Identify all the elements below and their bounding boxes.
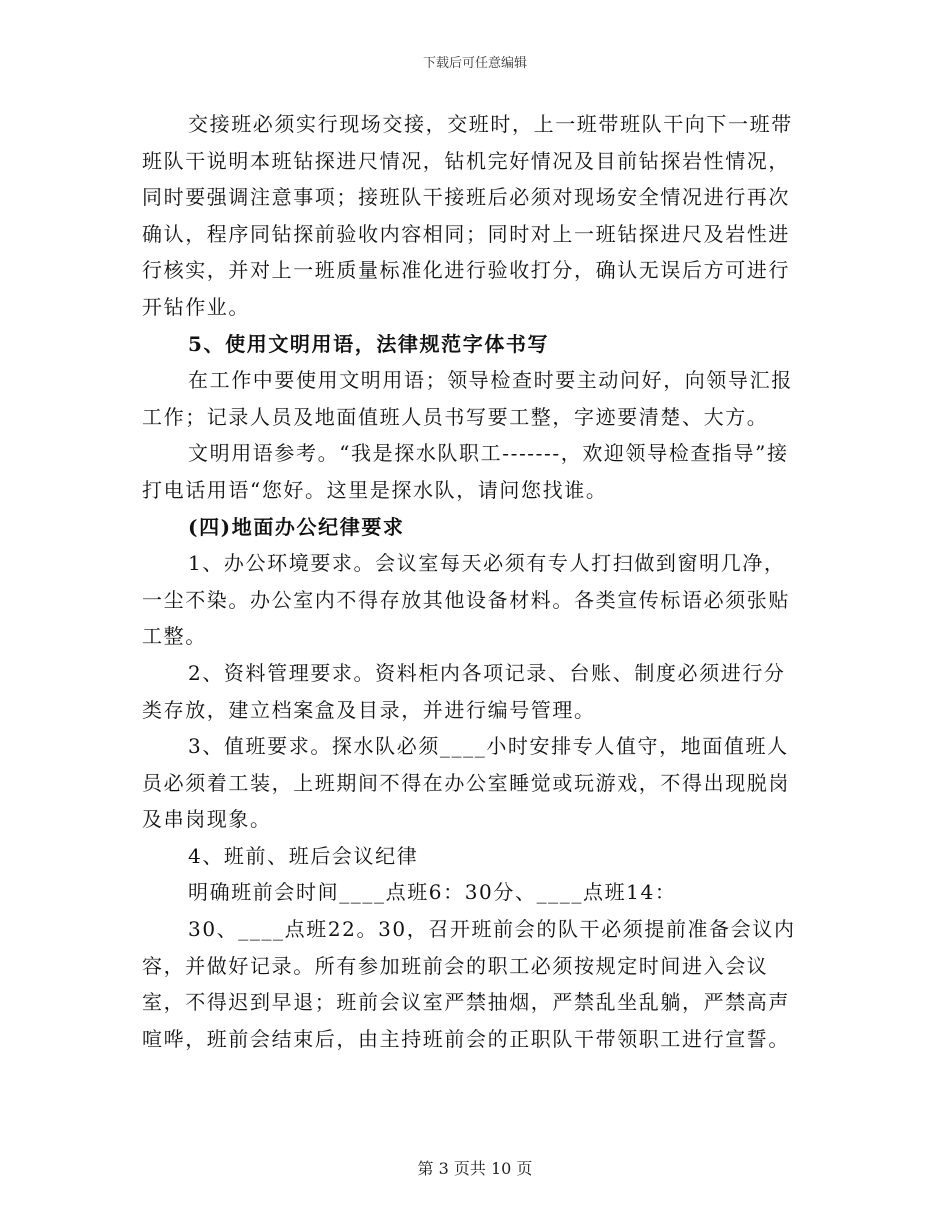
document-body — [142, 106, 807, 1057]
page-footer: 第 3 页共 10 页 — [417, 1159, 533, 1178]
paragraph-meeting-rules: 30、____点班22。30，召开班前会的队干必须提前准备会议内容，并做好记录。所有参加班前会的职工必须按规定时间进入会议室，不得迟到早退；班前会议室严禁抽烟，严禁乱坐乱躺，严禁高声喧哗，班前会结束后，由主持班前会的正职队干带领职工进行宣誓。 — [142, 917, 796, 1051]
paragraph-meeting-time: 明确班前会时间____点班6：30分、____点班14： — [188, 880, 677, 905]
paragraph-language-reference: 文明用语参考。“我是探水队职工-------，欢迎领导检查指导”接打电话用语“您好。这里是探水队，请问您找谁。 — [142, 441, 789, 502]
heading-meeting-discipline: 4、班前、班后会议纪律 — [188, 843, 419, 868]
paragraph-handover: 交接班必须实行现场交接，交班时，上一班带班队干向下一班带班队干说明本班钻探进尺情况，钻机完好情况及目前钻探岩性情况，同时要强调注意事项；接班队干接班后必须对现场安全情况进行再次确认，程序同钻探前验收内容相同；同时对上一班钻探进尺及岩性进行核实，并对上一班质量标准化进行验收打分，确认无误后方可进行开钻作业。 — [142, 112, 793, 319]
paragraph-civilized-language: 在工作中要使用文明用语；领导检查时要主动问好，向领导汇报工作；记录人员及地面值班人员书写要工整，字迹要清楚、大方。 — [142, 368, 793, 429]
heading-civilized-language: 5、使用文明用语，法律规范字体书写 — [188, 331, 550, 356]
paragraph-duty-requirements: 3、值班要求。探水队必须____小时安排专人值守，地面值班人员必须着工装，上班期间不得在办公室睡觉或玩游戏，不得出现脱岗及串岗现象。 — [142, 734, 790, 832]
paragraph-office-environment: 1、办公环境要求。会议室每天必须有专人打扫做到窗明几净，一尘不染。办公室内不得存放其他设备材料。各类宣传标语必须张贴工整。 — [142, 551, 790, 649]
section-heading-office-discipline: (四)地面办公纪律要求 — [188, 514, 405, 539]
page-header: 下载后可任意编辑 — [422, 56, 527, 71]
paragraph-document-management: 2、资料管理要求。资料柜内各项记录、台账、制度必须进行分类存放，建立档案盒及目录，并进行编号管理。 — [142, 660, 786, 722]
